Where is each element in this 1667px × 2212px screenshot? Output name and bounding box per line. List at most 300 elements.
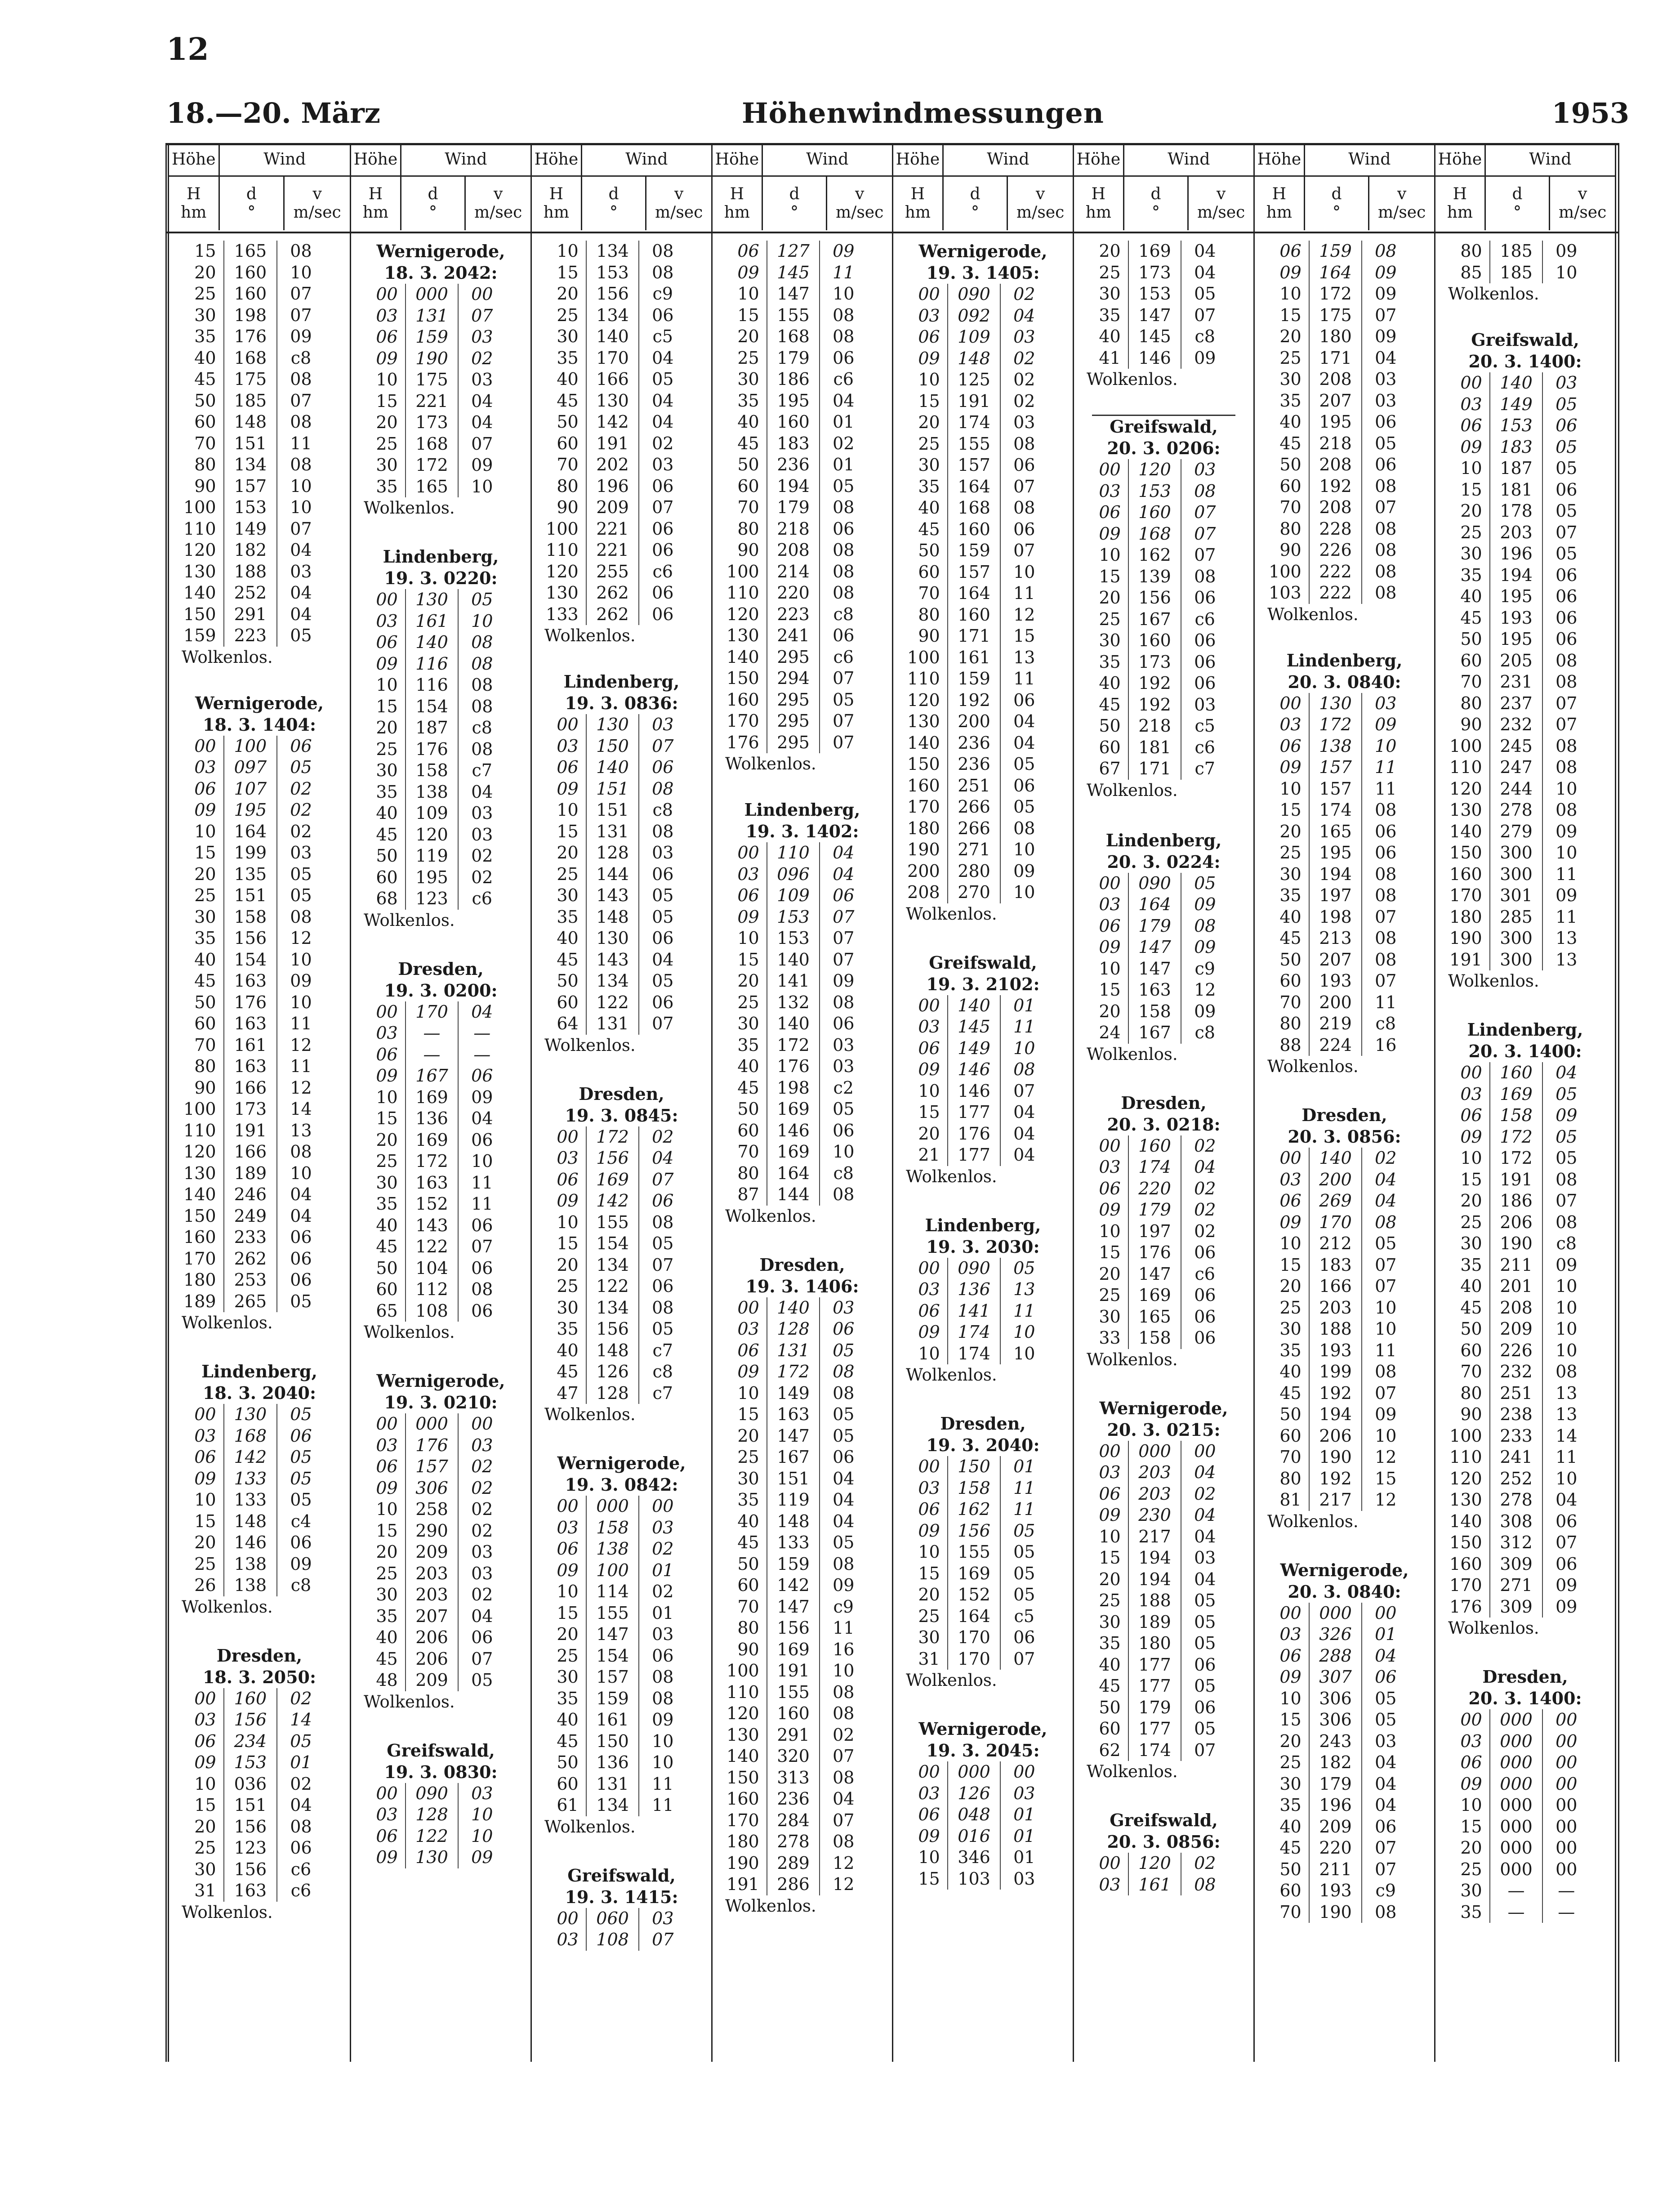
direction-cell: 194 [1309, 1404, 1363, 1426]
station-block [532, 671, 711, 1056]
speed-cell: 11 [1556, 1447, 1578, 1467]
table-row [532, 907, 711, 928]
observation-time: 20. 3. 0224: [1107, 851, 1221, 872]
height-cell: 45 [557, 390, 579, 411]
speed-cell: 09 [471, 455, 493, 475]
table-row [351, 1435, 530, 1457]
height-cell: 25 [1099, 262, 1121, 282]
height-cell: 41 [1099, 348, 1121, 368]
table-row [713, 1035, 892, 1056]
speed-cell: 10 [1556, 1340, 1578, 1360]
speed-cell: 06 [471, 1258, 493, 1278]
speed-cell: 05 [290, 1731, 312, 1751]
height-cell: 35 [1279, 390, 1302, 411]
table-row [532, 604, 711, 626]
speed-cell: 02 [471, 1457, 493, 1476]
observation-time: 20. 3. 0218: [1107, 1114, 1221, 1135]
speed-cell: 08 [1556, 736, 1578, 756]
height-cell: 35 [1099, 1633, 1121, 1653]
table-row [713, 1660, 892, 1682]
table-row [532, 1731, 711, 1752]
direction-cell: 152 [405, 1193, 459, 1215]
direction-cell: 198 [1309, 907, 1363, 928]
speed-cell: 07 [1375, 1859, 1397, 1879]
direction-cell: 192 [1309, 1468, 1363, 1490]
direction-cell: 140 [586, 326, 640, 348]
speed-cell: 08 [1375, 1902, 1397, 1922]
speed-cell: 04 [1375, 1191, 1397, 1211]
speed-cell: 11 [652, 1774, 674, 1794]
direction-cell: 179 [1128, 916, 1182, 937]
table-row [1074, 1157, 1253, 1178]
table-row [1255, 1645, 1434, 1667]
speed-cell: 05 [290, 1404, 312, 1424]
speed-cell: 08 [1375, 800, 1397, 820]
direction-cell: 300 [1489, 928, 1543, 949]
height-cell: 03 [376, 1023, 398, 1043]
height-cell: 140 [907, 733, 940, 753]
direction-cell: 188 [1128, 1590, 1182, 1612]
speed-cell: 08 [652, 262, 674, 282]
height-cell: 80 [194, 1056, 216, 1076]
station-title [1074, 830, 1253, 873]
station-block [1435, 241, 1615, 305]
table-row [351, 1456, 530, 1478]
table-row [351, 1108, 530, 1130]
direction-cell: 247 [1489, 757, 1543, 778]
table-row [532, 1929, 711, 1951]
table-row [351, 1649, 530, 1670]
height-cell: 50 [376, 1258, 398, 1278]
height-cell: 180 [907, 818, 940, 838]
speed-cell: c6 [1195, 609, 1215, 629]
height-cell: 170 [1449, 885, 1482, 905]
table-row [1074, 1874, 1253, 1896]
direction-cell: 295 [767, 711, 820, 732]
direction-cell: 222 [1309, 561, 1363, 583]
height-cell: 09 [557, 1560, 579, 1580]
direction-cell: 171 [947, 626, 1001, 647]
height-cell: 20 [376, 1542, 398, 1562]
direction-cell: 280 [947, 861, 1001, 882]
observation-time: 19. 3. 1406: [745, 1276, 859, 1296]
speed-cell: 07 [471, 433, 493, 454]
speed-cell: 10 [471, 1805, 493, 1824]
direction-cell: 266 [947, 796, 1001, 818]
direction-cell: 147 [767, 283, 820, 305]
table-row [351, 1499, 530, 1520]
speed-cell: c8 [1556, 1233, 1577, 1253]
height-cell: 09 [376, 653, 398, 674]
height-cell: 90 [1279, 540, 1302, 560]
direction-cell: 217 [1309, 1489, 1363, 1511]
height-cell: 09 [918, 348, 940, 368]
speed-cell: 07 [652, 1169, 674, 1189]
table-row [1435, 629, 1615, 650]
direction-cell: 169 [405, 1087, 459, 1108]
speed-cell: 06 [1375, 1667, 1397, 1687]
speed-cell: 09 [833, 241, 855, 261]
direction-cell: 284 [767, 1810, 820, 1832]
height-cell: 170 [907, 797, 940, 817]
direction-cell: 148 [586, 907, 640, 928]
direction-cell: 120 [1128, 459, 1182, 481]
height-cell: 10 [376, 675, 398, 695]
table-row [532, 1212, 711, 1233]
station-block [532, 1865, 711, 1951]
direction-cell: 206 [405, 1649, 459, 1670]
direction-cell: 194 [1128, 1547, 1182, 1569]
height-cell: 10 [376, 1499, 398, 1519]
direction-cell: 153 [767, 928, 820, 949]
speed-cell: 08 [833, 326, 855, 346]
speed-cell: 08 [1194, 481, 1216, 501]
speed-cell: 12 [833, 1874, 855, 1894]
height-cell: 45 [557, 949, 579, 970]
speed-cell: 08 [1556, 672, 1578, 692]
direction-cell: 161 [586, 1709, 640, 1731]
direction-cell: 140 [586, 757, 640, 778]
direction-cell: 153 [1128, 481, 1182, 502]
speed-cell: 08 [833, 561, 855, 581]
direction-cell: 234 [223, 1731, 278, 1752]
speed-cell: 08 [652, 1667, 674, 1687]
speed-cell: 04 [1194, 1505, 1216, 1525]
table-row [1074, 545, 1253, 566]
table-row [169, 1184, 350, 1206]
height-cell: 35 [376, 476, 398, 496]
height-cell: 35 [1279, 1340, 1302, 1360]
height-cell: 140 [727, 1746, 759, 1766]
direction-cell: 156 [223, 928, 278, 949]
direction-cell: 306 [405, 1478, 459, 1499]
height-cell: 25 [557, 1645, 579, 1666]
direction-cell: 134 [586, 241, 640, 262]
station-title [1435, 329, 1615, 372]
height-cell: 130 [727, 1725, 759, 1745]
height-cell: 24 [1099, 1023, 1121, 1042]
speed-cell: 03 [833, 1035, 855, 1055]
table-row [1255, 561, 1434, 583]
speed-cell: 02 [833, 433, 855, 453]
height-cell: 15 [1460, 1169, 1482, 1189]
height-cell: 09 [376, 1847, 398, 1867]
speed-cell: 03 [1375, 1731, 1397, 1751]
table-row [169, 1227, 350, 1248]
table-row [351, 412, 530, 433]
height-cell: 00 [737, 1297, 759, 1318]
height-cell: 208 [907, 882, 940, 902]
table-row [532, 1709, 711, 1731]
direction-cell: 164 [1309, 262, 1363, 284]
table-row [1074, 737, 1253, 759]
height-cell: 06 [1460, 1752, 1482, 1772]
table-row [893, 1627, 1073, 1649]
height-cell: 190 [727, 1853, 759, 1873]
direction-cell: 191 [223, 1120, 278, 1142]
height-cell: 176 [1449, 1596, 1482, 1617]
direction-cell: 236 [767, 1788, 820, 1810]
speed-cell: 05 [833, 476, 855, 496]
speed-cell: 08 [652, 1297, 674, 1318]
speed-cell: 04 [833, 1490, 855, 1510]
direction-cell: 000 [1489, 1752, 1543, 1774]
speed-cell: 08 [290, 455, 312, 474]
height-cell: 30 [737, 1014, 759, 1033]
table-row [713, 647, 892, 668]
station-title [713, 799, 892, 842]
table-row [893, 1102, 1073, 1123]
direction-cell: 133 [223, 1468, 278, 1490]
speed-cell: 09 [652, 1710, 674, 1729]
column-header [1435, 144, 1615, 232]
header-h-hm: H hm [713, 176, 763, 230]
height-cell: 90 [194, 1077, 216, 1098]
table-row [532, 1624, 711, 1645]
table-row [351, 888, 530, 910]
header-hoehe: Höhe [1074, 144, 1124, 175]
table-row [1255, 970, 1434, 992]
speed-cell: 07 [833, 1746, 855, 1766]
table-row [1435, 1554, 1615, 1575]
height-cell: 09 [376, 1066, 398, 1086]
height-cell: 70 [737, 497, 759, 517]
direction-cell: 116 [405, 653, 459, 675]
table-row [169, 241, 350, 262]
speed-cell: 05 [1375, 1710, 1397, 1729]
height-cell: 50 [376, 846, 398, 866]
table-row [1255, 1318, 1434, 1340]
table-row [1074, 523, 1253, 545]
direction-cell: 122 [586, 1276, 640, 1297]
table-row [1255, 1774, 1434, 1795]
height-cell: 30 [1460, 1881, 1482, 1900]
height-cell: 60 [737, 476, 759, 496]
height-cell: 10 [918, 1343, 940, 1363]
height-cell: 88 [1279, 1035, 1302, 1055]
height-cell: 25 [194, 1554, 216, 1574]
direction-cell: 096 [767, 864, 820, 885]
speed-cell: 06 [290, 1838, 312, 1858]
direction-cell: 147 [586, 1624, 640, 1645]
height-cell: 06 [918, 327, 940, 347]
table-row [169, 540, 350, 561]
table-row [1255, 390, 1434, 412]
table-row [532, 842, 711, 864]
speed-cell: 06 [652, 1191, 674, 1211]
direction-cell: 300 [1489, 842, 1543, 864]
table-row [532, 1688, 711, 1710]
table-row [351, 476, 530, 498]
speed-cell: 04 [1013, 1145, 1035, 1165]
table-row [1435, 586, 1615, 608]
height-cell: 10 [1279, 1233, 1302, 1253]
height-cell: 20 [1099, 588, 1121, 608]
table-row [1255, 1340, 1434, 1362]
speed-cell: 06 [1013, 690, 1035, 710]
station-title [169, 1645, 350, 1688]
column-body [893, 241, 1073, 2062]
direction-cell: 134 [223, 454, 278, 476]
height-cell: 03 [194, 1426, 216, 1446]
direction-cell: 108 [586, 1929, 640, 1951]
table-row [351, 1279, 530, 1300]
speed-cell: 07 [833, 928, 855, 948]
speed-cell: 08 [833, 540, 855, 560]
table-row [532, 1255, 711, 1276]
direction-cell: 157 [947, 562, 1001, 583]
speed-cell: 07 [1194, 545, 1216, 565]
speed-cell: 00 [1556, 1731, 1578, 1751]
speed-cell: 12 [1375, 1447, 1397, 1467]
height-cell: 10 [918, 1081, 940, 1101]
direction-cell: 146 [767, 1120, 820, 1142]
direction-cell: 158 [405, 760, 459, 782]
direction-cell: 163 [767, 1404, 820, 1426]
table-row [713, 1141, 892, 1163]
table-row [713, 348, 892, 369]
table-row [713, 992, 892, 1014]
table-row [1435, 885, 1615, 907]
height-cell: 15 [1099, 980, 1121, 1000]
table-row [1074, 241, 1253, 262]
direction-cell: 262 [586, 604, 640, 626]
direction-cell: 174 [1128, 1157, 1182, 1178]
direction-cell: 195 [223, 800, 278, 821]
height-cell: 150 [183, 1206, 216, 1226]
speed-cell: 13 [1556, 1404, 1578, 1424]
direction-cell: 134 [586, 305, 640, 326]
speed-cell: 11 [1556, 907, 1578, 927]
table-row [351, 1584, 530, 1606]
height-cell: 50 [1460, 629, 1482, 649]
table-row [351, 369, 530, 391]
height-cell: 30 [737, 1468, 759, 1488]
height-cell: 191 [1449, 949, 1482, 970]
station-name: Wernigerode, [1099, 1398, 1228, 1418]
speed-cell: 09 [1556, 1105, 1578, 1125]
table-row [351, 1670, 530, 1691]
height-cell: 40 [376, 1627, 398, 1647]
table-row [1255, 283, 1434, 305]
height-cell: 31 [194, 1881, 216, 1900]
direction-cell: 179 [767, 497, 820, 518]
height-cell: 10 [194, 1774, 216, 1794]
height-cell: 00 [194, 736, 216, 756]
speed-cell: 08 [1013, 433, 1035, 454]
station-block [893, 1215, 1073, 1386]
table-row [351, 1847, 530, 1868]
height-cell: 90 [557, 497, 579, 517]
height-cell: 103 [1269, 583, 1302, 603]
table-row [713, 1318, 892, 1340]
speed-cell: 07 [471, 1649, 493, 1669]
height-cell: 30 [1099, 1612, 1121, 1632]
table-row [1435, 262, 1615, 284]
table-row [532, 1795, 711, 1816]
speed-cell: c8 [1375, 1014, 1396, 1033]
station-block [893, 1413, 1073, 1691]
height-cell: 35 [737, 390, 759, 411]
height-cell: 90 [1460, 1404, 1482, 1424]
direction-cell: 145 [767, 262, 820, 284]
height-cell: 170 [727, 1810, 759, 1830]
table-row [893, 882, 1073, 903]
height-cell: 47 [557, 1383, 579, 1403]
speed-cell: 08 [833, 583, 855, 603]
height-cell: 03 [194, 757, 216, 777]
station-block [893, 952, 1073, 1188]
speed-cell: 00 [652, 1496, 674, 1516]
table-row [713, 1810, 892, 1832]
direction-cell: 154 [223, 949, 278, 971]
speed-cell: 04 [1194, 1526, 1216, 1546]
remark: Wolkenlos. [1087, 370, 1178, 389]
observation-time: 19. 3. 0210: [384, 1392, 498, 1412]
height-cell: 15 [918, 1563, 940, 1583]
table-row [1255, 1013, 1434, 1035]
measurement-rows [532, 1908, 711, 1951]
speed-cell: 02 [1194, 1178, 1216, 1198]
height-cell: 140 [727, 647, 759, 667]
table-row [1435, 1489, 1615, 1511]
direction-cell: 189 [1128, 1612, 1182, 1633]
table-row [1255, 1361, 1434, 1383]
remark: Wolkenlos. [544, 626, 636, 645]
speed-cell: 02 [290, 800, 312, 820]
direction-cell: 286 [767, 1874, 820, 1895]
direction-cell: 142 [223, 1447, 278, 1468]
speed-cell: 08 [1013, 498, 1035, 518]
height-cell: 09 [194, 1468, 216, 1488]
speed-cell: 06 [290, 1227, 312, 1247]
table-row [1255, 693, 1434, 715]
measurement-rows [1074, 241, 1253, 369]
speed-cell: 06 [290, 1248, 312, 1269]
direction-cell: 148 [947, 348, 1001, 370]
table-row [1255, 262, 1434, 284]
direction-cell: 133 [223, 1489, 278, 1511]
measurement-rows [893, 284, 1073, 903]
direction-cell: 149 [767, 1383, 820, 1404]
column-header [1074, 144, 1253, 232]
speed-cell: 07 [1375, 497, 1397, 517]
direction-cell: 168 [767, 326, 820, 348]
direction-cell: 000 [947, 1761, 1001, 1783]
height-cell: 10 [557, 1582, 579, 1601]
height-cell: 60 [918, 562, 940, 582]
speed-cell: 07 [1194, 502, 1216, 522]
table-row [532, 1013, 711, 1035]
measurement-rows [1074, 1853, 1253, 1895]
direction-cell: 206 [1489, 1212, 1543, 1233]
table-row [169, 1859, 350, 1881]
table-row [1074, 481, 1253, 502]
data-column [892, 144, 1073, 2062]
direction-cell: 236 [947, 754, 1001, 775]
direction-cell: 000 [1489, 1837, 1543, 1859]
height-cell: 60 [737, 1120, 759, 1140]
height-cell: 130 [907, 711, 940, 731]
speed-cell: 12 [1375, 1490, 1397, 1510]
speed-cell: c6 [833, 647, 854, 667]
table-row [351, 1606, 530, 1627]
direction-cell: 140 [1309, 1148, 1363, 1169]
height-cell: 35 [1460, 1902, 1482, 1922]
direction-cell: 154 [405, 696, 459, 718]
speed-cell: 15 [1375, 1468, 1397, 1488]
table-row [1255, 1468, 1434, 1490]
